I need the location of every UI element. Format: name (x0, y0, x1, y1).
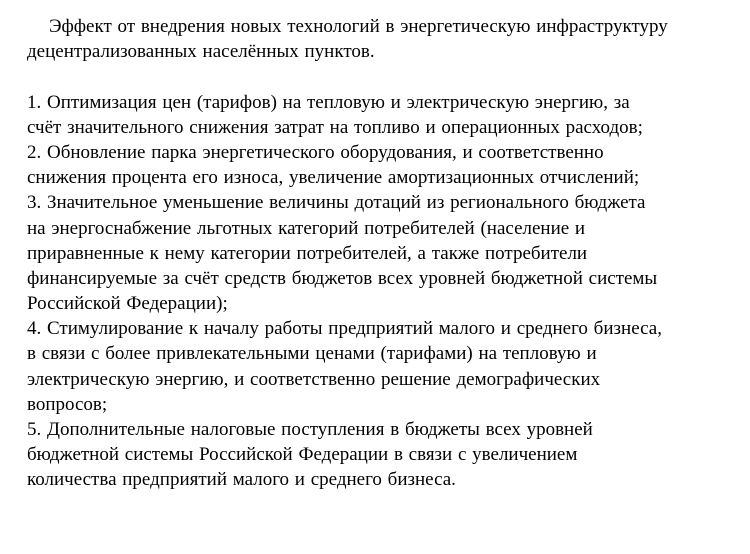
list-item-3-line: 3. Значительное уменьшение величины дотаций из регионального бюджета (27, 192, 646, 214)
list-item-4-line: 4. Стимулирование к началу работы предприятий малого и среднего бизнеса, (27, 318, 662, 340)
list-item-1-line: счёт значительного снижения затрат на топливо и операционных расходов; (27, 116, 643, 138)
list-item-5-line: 5. Дополнительные налоговые поступления в бюджеты всех уровней (27, 419, 593, 440)
document-text-block (27, 14, 739, 493)
list-item-4-line: в связи с более привлекательными ценами (тарифами) на тепловую и (27, 343, 597, 365)
list-item-1-line: 1. Оптимизация цен (тарифов) на тепловую и электрическую энергию, за (27, 91, 630, 113)
intro-line: децентрализованных населённых пунктов. (27, 41, 375, 63)
list-item-5-line: количества предприятий малого и среднего бизнеса. (27, 469, 456, 491)
list-item-2-line: 2. Обновление парка энергетического оборудования, и соответственно (27, 141, 604, 163)
list-item-4-line: вопросов; (27, 393, 108, 415)
intro-line: Эффект от внедрения новых технологий в энергетическую инфраструктуру (49, 16, 668, 37)
list-item-5-line: бюджетной системы Российской Федерации в связи с увеличением (27, 444, 578, 466)
list-item-4-line: электрическую энергию, и соответственно решение демографических (27, 368, 601, 390)
list-item-2-line: снижения процента его износа, увеличение амортизационных отчислений; (27, 167, 640, 189)
list-item-3-line: приравненные к нему категории потребителей, а также потребители (27, 242, 588, 264)
list-item-3-line: на энергоснабжение льготных категорий потребителей (население и (27, 217, 586, 239)
list-item-3-line: Российской Федерации); (27, 293, 228, 315)
paragraph-gap (27, 64, 739, 89)
list-item-3-line: финансируемые за счёт средств бюджетов всех уровней бюджетной системы (27, 267, 658, 289)
